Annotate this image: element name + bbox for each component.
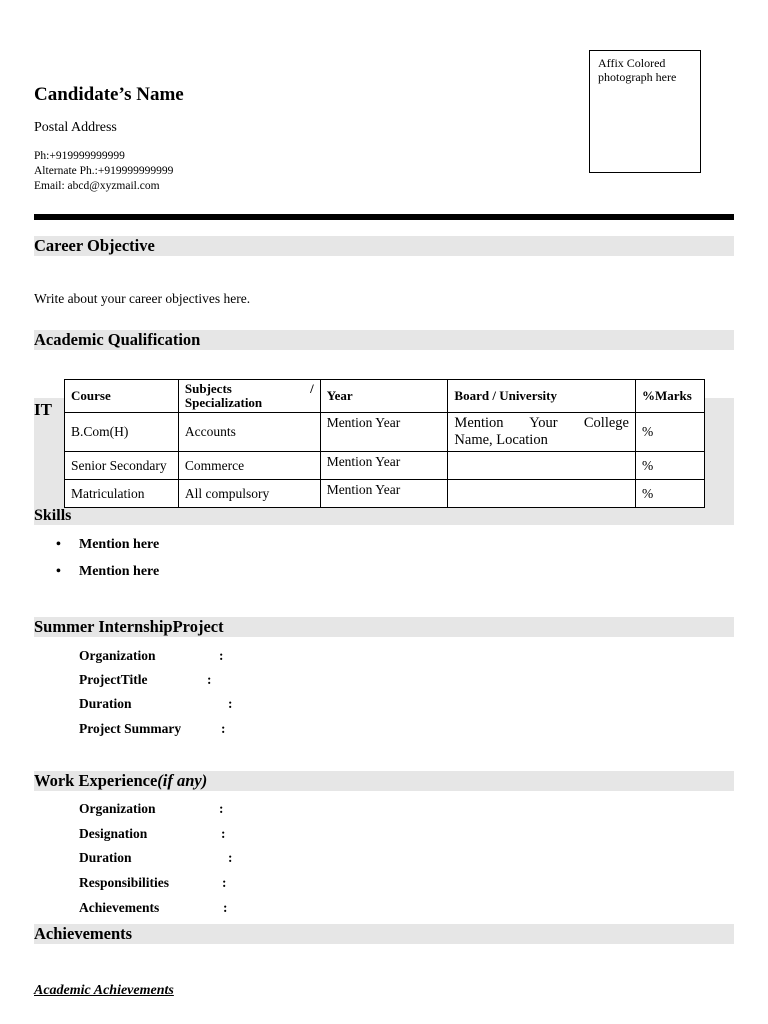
- internship-field-project-title: ProjectTitle: [79, 672, 148, 687]
- work-experience-title: Work Experience: [34, 771, 158, 790]
- cell-subjects: Accounts: [178, 413, 320, 452]
- postal-address: Postal Address: [34, 120, 117, 135]
- col-subjects: [178, 380, 320, 413]
- cell-board: [448, 452, 636, 480]
- career-objective-heading: Career Objective: [34, 236, 155, 255]
- achievements-heading: Achievements: [34, 924, 133, 943]
- phone: Ph:+919999999999: [34, 150, 125, 162]
- cell-board-line2: Name, Location: [454, 432, 548, 448]
- skills-heading: Skills: [34, 507, 72, 524]
- internship-colon: :: [221, 721, 226, 736]
- internship-colon: :: [207, 672, 212, 687]
- col-course: Course: [65, 380, 179, 413]
- work-field-organization: Organization: [79, 801, 156, 816]
- cell-subjects: Commerce: [178, 452, 320, 480]
- cell-subjects: All compulsory: [178, 480, 320, 508]
- candidate-name: Candidate’s Name: [34, 84, 184, 105]
- cell-course: Senior Secondary: [65, 452, 179, 480]
- work-colon: :: [219, 801, 224, 816]
- col-board: Board / University: [448, 380, 636, 413]
- cell-year: Mention Year: [320, 452, 448, 480]
- work-experience-heading: [34, 771, 207, 791]
- alternate-phone: Alternate Ph.:+919999999999: [34, 165, 174, 177]
- work-colon: :: [221, 826, 226, 841]
- table-row: [65, 413, 705, 452]
- internship-heading: Summer InternshipProject: [34, 617, 224, 636]
- photo-placeholder-box: [589, 50, 701, 173]
- photo-placeholder-text: Affix Colored photograph here: [598, 56, 677, 84]
- col-subjects-slash: /: [310, 381, 314, 396]
- skill-text: Mention here: [79, 537, 160, 552]
- cell-marks: %: [635, 413, 704, 452]
- email: Email: abcd@xyzmail.com: [34, 180, 160, 192]
- bullet-icon: •: [56, 564, 61, 579]
- academic-achievements-subheading: Academic Achievements: [34, 983, 174, 998]
- skill-item: [56, 564, 159, 580]
- work-field-duration: Duration: [79, 850, 132, 865]
- col-specialization-label: Specialization: [184, 395, 263, 410]
- header-divider: [34, 214, 734, 220]
- internship-field-summary: Project Summary: [79, 721, 182, 736]
- cell-marks: %: [635, 480, 704, 508]
- table-header-row: [65, 380, 705, 413]
- internship-colon: :: [228, 696, 233, 711]
- cell-board: [448, 480, 636, 508]
- cell-board-line1: Mention Your College: [454, 415, 629, 431]
- work-field-responsibilities: Responsibilities: [79, 875, 170, 890]
- internship-field-duration: Duration: [79, 696, 132, 711]
- work-colon: :: [223, 900, 228, 915]
- cell-board: [448, 413, 636, 452]
- work-colon: :: [228, 850, 233, 865]
- table-row: [65, 452, 705, 480]
- academic-heading: Academic Qualification: [34, 330, 201, 349]
- work-experience-suffix: (if any): [157, 771, 208, 790]
- col-year: Year: [320, 380, 448, 413]
- achievements-band: [34, 924, 734, 944]
- table-row: [65, 480, 705, 508]
- col-marks: %Marks: [635, 380, 704, 413]
- work-field-achievements: Achievements: [79, 900, 160, 915]
- cell-course: Matriculation: [65, 480, 179, 508]
- internship-colon: :: [219, 648, 224, 663]
- academic-table: [64, 379, 705, 508]
- skill-text: Mention here: [79, 564, 160, 579]
- career-objective-text: Write about your career objectives here.: [34, 291, 251, 306]
- cell-year: Mention Year: [320, 413, 448, 452]
- skill-item: [56, 537, 159, 553]
- internship-field-organization: Organization: [79, 648, 156, 663]
- bullet-icon: •: [56, 537, 61, 552]
- work-field-designation: Designation: [79, 826, 148, 841]
- cell-year: Mention Year: [320, 480, 448, 508]
- work-colon: :: [222, 875, 227, 890]
- cell-marks: %: [635, 452, 704, 480]
- it-heading: IT: [34, 400, 52, 419]
- col-subjects-label: Subjects: [184, 381, 232, 396]
- cell-course: B.Com(H): [65, 413, 179, 452]
